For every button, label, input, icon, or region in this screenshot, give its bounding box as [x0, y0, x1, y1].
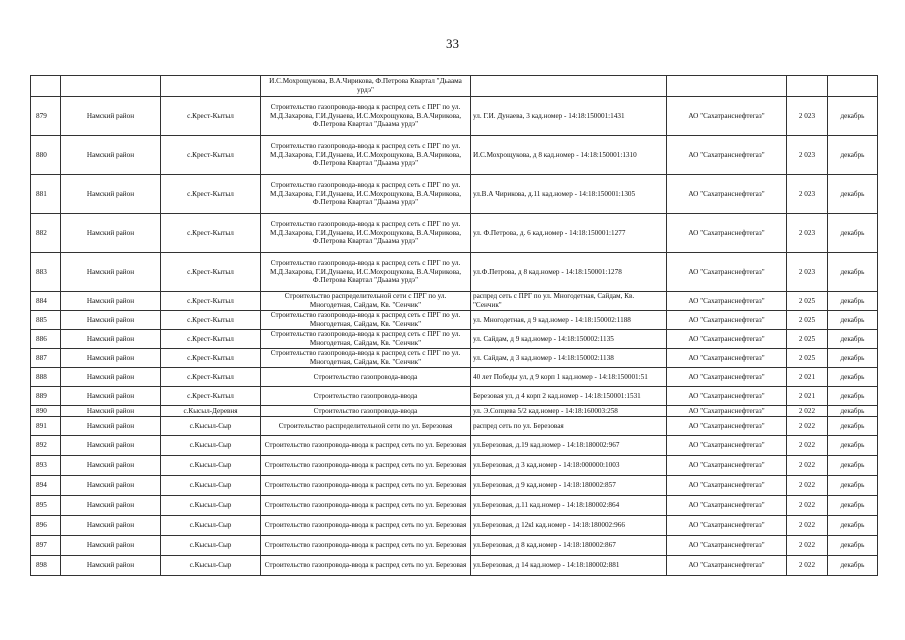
cell-org: АО "Сахатранснефтегаз"	[667, 368, 787, 387]
cell-address: ул.Березовая, д.11 кад.номер - 14:18:180002:864	[471, 496, 667, 516]
cell-district: Намский район	[61, 349, 161, 368]
table-row	[31, 556, 878, 576]
cell-settlement: с.Кысыл-Сыр	[161, 536, 261, 556]
cell-month: декабрь	[828, 214, 878, 253]
cell-settlement: с.Крест-Кытыл	[161, 368, 261, 387]
cell-district: Намский район	[61, 330, 161, 349]
cell-year: 2 025	[787, 311, 828, 330]
cell-org: АО "Сахатранснефтегаз"	[667, 496, 787, 516]
cell-num: 897	[31, 536, 61, 556]
cell-org: АО "Сахатранснефтегаз"	[667, 136, 787, 175]
cell-org: АО "Сахатранснефтегаз"	[667, 436, 787, 456]
cell-month: декабрь	[828, 556, 878, 576]
cell-address: ул. Сайдам, д 3 кад.номер - 14:18:150002:1138	[471, 349, 667, 368]
cell-settlement: с.Крест-Кытыл	[161, 330, 261, 349]
cell-settlement: с.Крест-Кытыл	[161, 136, 261, 175]
cell-address: ул. Многодетная, д 9 кад.номер - 14:18:150002:1188	[471, 311, 667, 330]
cell-settlement: с.Крест-Кытыл	[161, 253, 261, 292]
cell-description: Строительство газопровода-ввода к распред сеть с ПРГ по ул. М.Д.Захарова, Г.И.Дунаева, И.С.Мохрощукова, В.А.Чирикова, Ф.Петрова Квартал "Дьаама урдэ"	[261, 175, 471, 214]
cell-address: ул.Березовая, д 14 кад.номер - 14:18:180002:881	[471, 556, 667, 576]
cell-district: Намский район	[61, 496, 161, 516]
cell-description: Строительство газопровода-ввода к распред сеть по ул. Березовая	[261, 496, 471, 516]
cell-month: декабрь	[828, 97, 878, 136]
cell-month: декабрь	[828, 476, 878, 496]
table-row	[31, 136, 878, 175]
cell-district: Намский район	[61, 292, 161, 311]
cell-district: Намский район	[61, 516, 161, 536]
cell-address: 40 лет Победы ул, д 9 корп 1 кад.номер - 14:18:150001:51	[471, 368, 667, 387]
table-row	[31, 406, 878, 417]
table-row	[31, 368, 878, 387]
cell-month: декабрь	[828, 330, 878, 349]
cell-description: Строительство газопровода-ввода к распред сеть по ул. Березовая	[261, 516, 471, 536]
cell-org: АО "Сахатранснефтегаз"	[667, 516, 787, 536]
cell-district: Намский район	[61, 387, 161, 406]
cell-address: И.С.Мохрощукова, д 8 кад.номер - 14:18:150001:1310	[471, 136, 667, 175]
table-row	[31, 97, 878, 136]
cell-description: Строительство газопровода-ввода к распред сеть с ПРГ по ул. Многодетная, Сайдам, Кв. "Сенчик"	[261, 330, 471, 349]
cell-address	[471, 76, 667, 97]
table-row	[31, 253, 878, 292]
cell-month: декабрь	[828, 406, 878, 417]
cell-settlement: с.Кысыл-Деревня	[161, 406, 261, 417]
cell-month: декабрь	[828, 496, 878, 516]
cell-description: Строительство газопровода-ввода	[261, 406, 471, 417]
cell-address: ул. Сайдам, д 9 кад.номер - 14:18:150002:1135	[471, 330, 667, 349]
cell-org: АО "Сахатранснефтегаз"	[667, 536, 787, 556]
cell-address: Березовая ул, д 4 корп 2 кад.номер - 14:18:150001:1531	[471, 387, 667, 406]
cell-year: 2 023	[787, 253, 828, 292]
cell-num	[31, 76, 61, 97]
cell-num: 887	[31, 349, 61, 368]
cell-description: Строительство газопровода-ввода к распред сеть с ПРГ по ул. Многодетная, Сайдам, Кв. "Сенчик"	[261, 311, 471, 330]
cell-year: 2 025	[787, 349, 828, 368]
cell-num: 893	[31, 456, 61, 476]
table-row	[31, 349, 878, 368]
cell-district: Намский район	[61, 406, 161, 417]
cell-year: 2 021	[787, 387, 828, 406]
cell-org: АО "Сахатранснефтегаз"	[667, 253, 787, 292]
cell-description: Строительство газопровода-ввода	[261, 387, 471, 406]
cell-description: Строительство газопровода-ввода к распред сеть с ПРГ по ул. М.Д.Захарова, Г.И.Дунаева, И.С.Мохрощукова, В.А.Чирикова, Ф.Петрова Квартал "Дьаама урдэ"	[261, 136, 471, 175]
gas-connection-table	[30, 75, 878, 576]
cell-settlement: с.Кысыл-Сыр	[161, 556, 261, 576]
cell-num: 896	[31, 516, 61, 536]
table-row	[31, 214, 878, 253]
cell-year: 2 021	[787, 368, 828, 387]
cell-year: 2 023	[787, 175, 828, 214]
table-row	[31, 387, 878, 406]
cell-num: 898	[31, 556, 61, 576]
cell-org	[667, 76, 787, 97]
cell-year: 2 025	[787, 330, 828, 349]
cell-settlement: с.Кысыл-Сыр	[161, 456, 261, 476]
cell-num: 884	[31, 292, 61, 311]
cell-settlement: с.Кысыл-Сыр	[161, 516, 261, 536]
cell-address: ул.Березовая, д.19 кад.номер - 14:18:180002:967	[471, 436, 667, 456]
cell-month: декабрь	[828, 349, 878, 368]
table-row	[31, 496, 878, 516]
cell-org: АО "Сахатранснефтегаз"	[667, 97, 787, 136]
cell-org: АО "Сахатранснефтегаз"	[667, 556, 787, 576]
cell-year: 2 022	[787, 456, 828, 476]
cell-org: АО "Сахатранснефтегаз"	[667, 476, 787, 496]
table-body	[31, 76, 878, 576]
table-row	[31, 292, 878, 311]
cell-settlement: с.Кысыл-Сыр	[161, 476, 261, 496]
cell-district: Намский район	[61, 311, 161, 330]
cell-district: Намский район	[61, 436, 161, 456]
cell-settlement: с.Крест-Кытыл	[161, 175, 261, 214]
cell-district: Намский район	[61, 417, 161, 436]
cell-address: ул. Ф.Петрова, д. 6 кад.номер - 14:18:150001:1277	[471, 214, 667, 253]
cell-year: 2 022	[787, 556, 828, 576]
cell-district: Намский район	[61, 536, 161, 556]
cell-month: декабрь	[828, 516, 878, 536]
cell-org: АО "Сахатранснефтегаз"	[667, 175, 787, 214]
cell-year: 2 022	[787, 496, 828, 516]
cell-description: Строительство газопровода-ввода к распред сеть с ПРГ по ул. М.Д.Захарова, Г.И.Дунаева, И.С.Мохрощукова, В.А.Чирикова, Ф.Петрова Квартал "Дьаама урдэ"	[261, 97, 471, 136]
cell-district: Намский район	[61, 556, 161, 576]
cell-month: декабрь	[828, 136, 878, 175]
table-row	[31, 456, 878, 476]
cell-district: Намский район	[61, 97, 161, 136]
cell-address: распред сеть с ПРГ по ул. Многодетная, Сайдам, Кв. "Сенчик"	[471, 292, 667, 311]
cell-month: декабрь	[828, 175, 878, 214]
cell-settlement: с.Кысыл-Сыр	[161, 496, 261, 516]
cell-num: 895	[31, 496, 61, 516]
cell-year: 2 023	[787, 136, 828, 175]
cell-address: ул. Г.И. Дунаева, 3 кад.номер - 14:18:150001:1431	[471, 97, 667, 136]
cell-description: Строительство газопровода-ввода к распред сеть по ул. Березовая	[261, 536, 471, 556]
cell-month: декабрь	[828, 292, 878, 311]
table-row	[31, 516, 878, 536]
cell-org: АО "Сахатранснефтегаз"	[667, 349, 787, 368]
cell-address: ул.Березовая, д 12кl кад.номер - 14:18:180002:966	[471, 516, 667, 536]
cell-year	[787, 76, 828, 97]
cell-org: АО "Сахатранснефтегаз"	[667, 417, 787, 436]
cell-year: 2 023	[787, 97, 828, 136]
table-row	[31, 417, 878, 436]
table-row	[31, 536, 878, 556]
cell-num: 889	[31, 387, 61, 406]
cell-num: 886	[31, 330, 61, 349]
cell-org: АО "Сахатранснефтегаз"	[667, 214, 787, 253]
cell-district: Намский район	[61, 253, 161, 292]
cell-org: АО "Сахатранснефтегаз"	[667, 330, 787, 349]
cell-num: 888	[31, 368, 61, 387]
cell-settlement: с.Крест-Кытыл	[161, 214, 261, 253]
cell-district: Намский район	[61, 456, 161, 476]
table-row	[31, 175, 878, 214]
cell-month	[828, 76, 878, 97]
cell-year: 2 022	[787, 536, 828, 556]
cell-num: 881	[31, 175, 61, 214]
cell-month: декабрь	[828, 456, 878, 476]
cell-year: 2 022	[787, 406, 828, 417]
cell-settlement: с.Крест-Кытыл	[161, 292, 261, 311]
cell-settlement: с.Кысыл-Сыр	[161, 436, 261, 456]
cell-month: декабрь	[828, 436, 878, 456]
cell-address: ул. Э.Сопцева 5/2 кад.номер - 14:18:160003:258	[471, 406, 667, 417]
cell-settlement: с.Крест-Кытыл	[161, 387, 261, 406]
cell-org: АО "Сахатранснефтегаз"	[667, 311, 787, 330]
cell-month: декабрь	[828, 536, 878, 556]
cell-month: декабрь	[828, 368, 878, 387]
cell-address: ул.Ф.Петрова, д 8 кад.номер - 14:18:150001:1278	[471, 253, 667, 292]
cell-year: 2 022	[787, 436, 828, 456]
cell-district: Намский район	[61, 476, 161, 496]
cell-month: декабрь	[828, 253, 878, 292]
cell-address: ул.Березовая, д 9 кад.номер - 14:18:180002:857	[471, 476, 667, 496]
cell-month: декабрь	[828, 387, 878, 406]
cell-org: АО "Сахатранснефтегаз"	[667, 292, 787, 311]
cell-description: Строительство газопровода-ввода к распред сеть по ул. Березовая	[261, 476, 471, 496]
cell-description: Строительство газопровода-ввода к распред сеть с ПРГ по ул. Многодетная, Сайдам, Кв. "Сенчик"	[261, 349, 471, 368]
cell-num: 892	[31, 436, 61, 456]
cell-org: АО "Сахатранснефтегаз"	[667, 456, 787, 476]
cell-description: Строительство распределительной сети по ул. Березовая	[261, 417, 471, 436]
cell-description: Строительство газопровода-ввода к распред сеть по ул. Березовая	[261, 436, 471, 456]
cell-district: Намский район	[61, 368, 161, 387]
cell-address: ул.В.А Чирикова, д.11 кад.номер - 14:18:150001:1305	[471, 175, 667, 214]
cell-description: Строительство газопровода-ввода к распред сеть с ПРГ по ул. М.Д.Захарова, Г.И.Дунаева, И.С.Мохрощукова, В.А.Чирикова, Ф.Петрова Квартал "Дьаама урдэ"	[261, 253, 471, 292]
cell-org: АО "Сахатранснефтегаз"	[667, 406, 787, 417]
table-row	[31, 330, 878, 349]
table-row	[31, 311, 878, 330]
table-row	[31, 476, 878, 496]
cell-year: 2 025	[787, 292, 828, 311]
cell-settlement: с.Крест-Кытыл	[161, 311, 261, 330]
cell-address: ул.Березовая, д 3 кад.номер - 14:18:000000:1003	[471, 456, 667, 476]
cell-description: Строительство газопровода-ввода	[261, 368, 471, 387]
cell-num: 880	[31, 136, 61, 175]
cell-address: ул.Березовая, д 8 кад.номер - 14:18:180002:867	[471, 536, 667, 556]
cell-year: 2 022	[787, 417, 828, 436]
cell-settlement	[161, 76, 261, 97]
page-number: 33	[446, 36, 459, 51]
cell-num: 890	[31, 406, 61, 417]
cell-num: 883	[31, 253, 61, 292]
cell-year: 2 022	[787, 516, 828, 536]
cell-num: 885	[31, 311, 61, 330]
cell-district: Намский район	[61, 175, 161, 214]
continuation-row	[31, 76, 878, 97]
cell-num: 891	[31, 417, 61, 436]
cell-year: 2 022	[787, 476, 828, 496]
cell-description: Строительство газопровода-ввода к распред сеть с ПРГ по ул. М.Д.Захарова, Г.И.Дунаева, И.С.Мохрощукова, В.А.Чирикова, Ф.Петрова Квартал "Дьаама урдэ"	[261, 214, 471, 253]
cell-district	[61, 76, 161, 97]
cell-address: распред сеть по ул. Березовая	[471, 417, 667, 436]
cell-description: Строительство газопровода-ввода к распред сеть по ул. Березовая	[261, 456, 471, 476]
cell-month: декабрь	[828, 311, 878, 330]
cell-description: И.С.Мохрощукова, В.А.Чирикова, Ф.Петрова Квартал "Дьаама урдэ"	[261, 76, 471, 97]
cell-org: АО "Сахатранснефтегаз"	[667, 387, 787, 406]
cell-num: 879	[31, 97, 61, 136]
cell-district: Намский район	[61, 214, 161, 253]
cell-settlement: с.Крест-Кытыл	[161, 349, 261, 368]
table-row	[31, 436, 878, 456]
cell-month: декабрь	[828, 417, 878, 436]
cell-description: Строительство газопровода-ввода к распред сеть по ул. Березовая	[261, 556, 471, 576]
cell-district: Намский район	[61, 136, 161, 175]
cell-settlement: с.Кысыл-Сыр	[161, 417, 261, 436]
cell-num: 882	[31, 214, 61, 253]
cell-settlement: с.Крест-Кытыл	[161, 97, 261, 136]
cell-description: Строительство распределительной сети с ПРГ по ул. Многодетная, Сайдам, Кв. "Сенчик"	[261, 292, 471, 311]
cell-num: 894	[31, 476, 61, 496]
cell-year: 2 023	[787, 214, 828, 253]
